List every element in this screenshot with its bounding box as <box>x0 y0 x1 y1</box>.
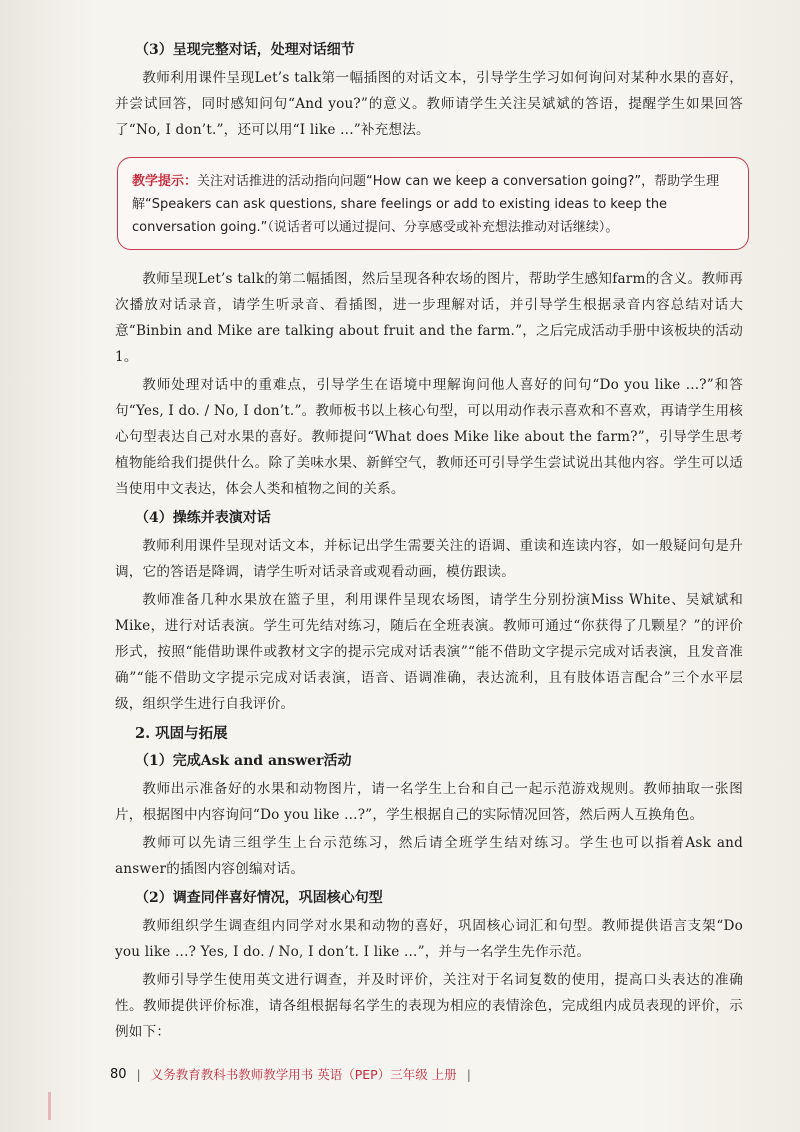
page-content <box>115 34 743 1047</box>
paragraph-3: 教师处理对话中的重难点，引导学生在语境中理解询问他人喜好的问句“Do you like ...?”和答句“Yes, I do. / No, I don’t.”。教师板书以上核心句型，可以用动作表示喜欢和不喜欢，再请学生用核心句型表达自己对水果的喜好。教师提问“What does Mike like about the farm?”，引导学生思考植物能给我们提供什么。除了美味水果、新鲜空气，教师还可引导学生尝试说出其他内容。学生可以适当使用中文表达，体会人类和植物之间的关系。 <box>115 377 743 497</box>
paragraph-4: 教师利用课件呈现对话文本，并标记出学生需要关注的语调、重读和连读内容，如一般疑问句是升调，它的答语是降调，请学生听对话录音或观看动画，模仿跟读。 <box>115 538 743 580</box>
page-number: 80 <box>110 1066 127 1082</box>
subsection-heading-2: （2）调查同伴喜好情况，巩固核心句型 <box>135 890 383 906</box>
footer-end-separator: | <box>466 1066 471 1082</box>
page-footer <box>110 1065 471 1083</box>
subsection-heading-4: （4）操练并表演对话 <box>135 510 271 526</box>
page-edge-mark <box>48 1092 51 1120</box>
tip-text: 关注对话推进的活动指向问题“How can we keep a conversation going?”，帮助学生理解“Speakers can ask questions, share feelings or add to existing ideas to keep the conversation going.”（说话者可以通过提问、分享感受或补充想法推动对话继续）。 <box>132 174 720 235</box>
paragraph-2: 教师呈现Let’s talk的第二幅插图，然后呈现各种农场的图片，帮助学生感知farm的含义。教师再次播放对话录音，请学生听录音、看插图，进一步理解对话，并引导学生根据录音内容总结对话大意“Binbin and Mike are talking about fruit and the farm.”，之后完成活动手册中该板块的活动1。 <box>115 271 743 365</box>
book-title: 义务教育教科书教师教学用书 英语（PEP）三年级 上册 <box>150 1067 457 1082</box>
paragraph-9: 教师引导学生使用英文进行调查，并及时评价，关注对于名词复数的使用，提高口头表达的准确性。教师提供评价标准，请各组根据每名学生的表现为相应的表情涂色，完成组内成员表现的评价，示例如下： <box>115 972 743 1040</box>
paragraph-1: 教师利用课件呈现Let’s talk第一幅插图的对话文本，引导学生学习如何询问对某种水果的喜好，并尝试回答，同时感知问句“And you?”的意义。教师请学生关注吴斌斌的答语，提醒学生如果回答了“No, I don’t.”，还可以用“I like ...”补充想法。 <box>115 70 743 138</box>
tip-label: 教学提示： <box>132 174 198 189</box>
paragraph-5: 教师准备几种水果放在篮子里，利用课件呈现农场图，请学生分别扮演Miss White、吴斌斌和Mike，进行对话表演。学生可先结对练习，随后在全班表演。教师可通过“你获得了几颗星？”的评价形式，按照“能借助课件或教材文字的提示完成对话表演”“能不借助文字提示完成对话表演，且发音准确”“能不借助文字提示完成对话表演，语音、语调准确，表达流利，且有肢体语言配合”三个水平层级，组织学生进行自我评价。 <box>115 592 743 712</box>
subsection-heading-3: （3）呈现完整对话，处理对话细节 <box>135 42 355 58</box>
subsection-heading-1: （1）完成Ask and answer活动 <box>135 753 352 769</box>
paragraph-7: 教师可以先请三组学生上台示范练习，然后请全班学生结对练习。学生也可以指着Ask and answer的插图内容创编对话。 <box>115 835 743 877</box>
section-heading-2: 2. 巩固与拓展 <box>135 725 228 742</box>
footer-separator: | <box>136 1066 141 1082</box>
paragraph-8: 教师组织学生调查组内同学对水果和动物的喜好，巩固核心词汇和句型。教师提供语言支架“Do you like ...? Yes, I do. / No, I don’t. I like ...”，并与一名学生先作示范。 <box>115 918 743 960</box>
paragraph-6: 教师出示准备好的水果和动物图片，请一名学生上台和自己一起示范游戏规则。教师抽取一张图片，根据图中内容询问“Do you like ...?”，学生根据自己的实际情况回答，然后两人互换角色。 <box>115 781 743 823</box>
teaching-tip-box <box>117 157 749 250</box>
